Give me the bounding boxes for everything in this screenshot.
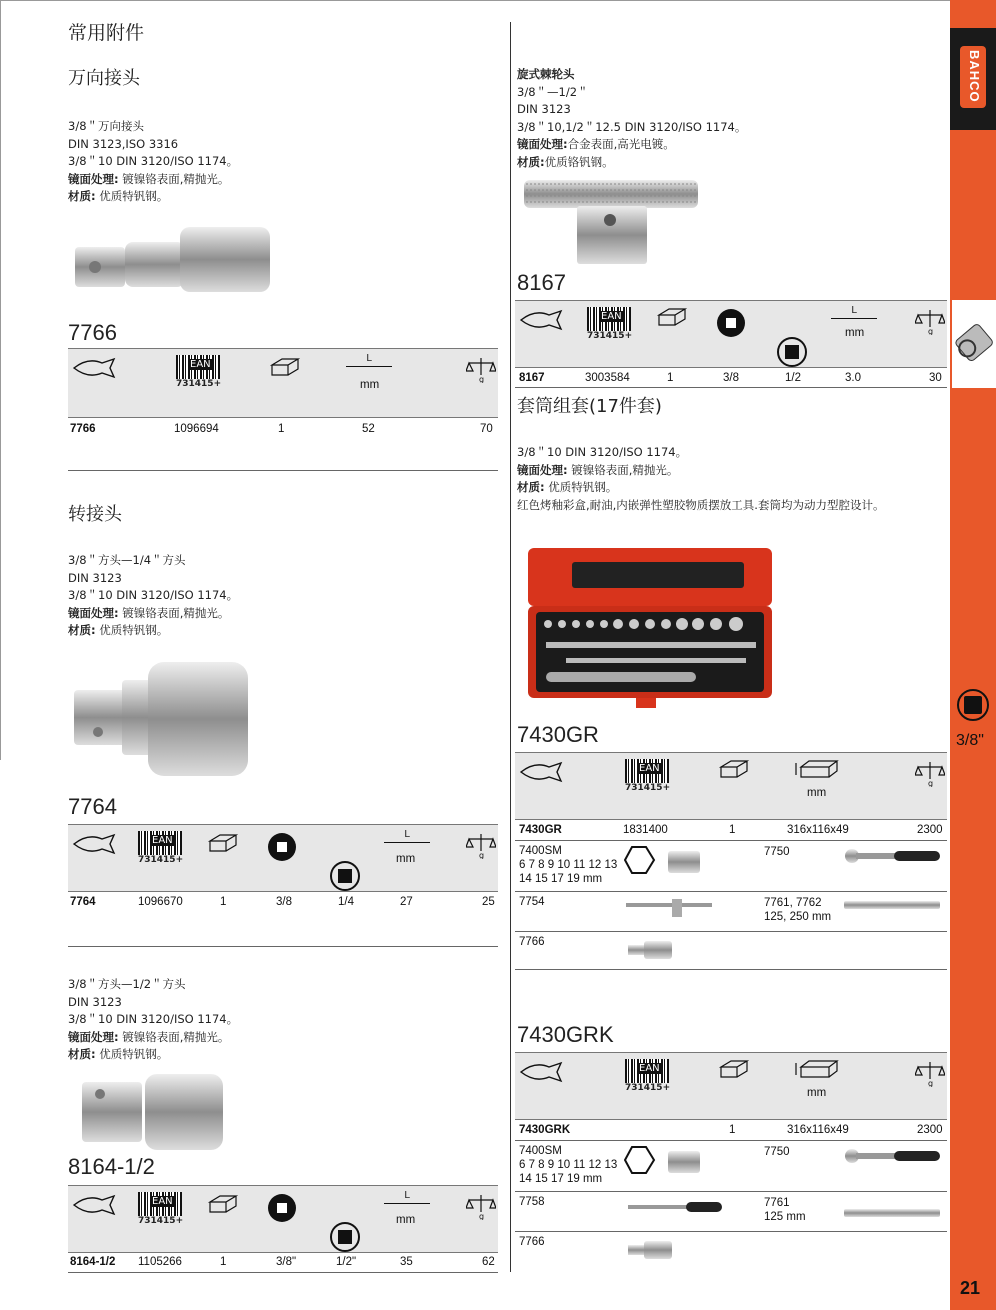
length-label: L	[366, 353, 372, 364]
spec-line: DIN 3123	[68, 570, 122, 585]
scale-icon	[466, 1192, 496, 1220]
socket-image	[624, 1145, 704, 1177]
package-icon	[715, 759, 749, 781]
row-ean: 3003584	[585, 372, 630, 384]
divider	[515, 891, 947, 892]
spinner-specs	[517, 66, 746, 171]
universal-code: 7766	[68, 320, 117, 345]
row-dimensions: 316x116x49	[787, 1124, 849, 1136]
mm-label: mm	[807, 1087, 827, 1099]
square-drive-small-icon	[268, 833, 296, 861]
scale-icon	[466, 355, 496, 383]
adapter2-header-band	[68, 1185, 498, 1253]
universal-specs	[68, 118, 238, 206]
set-content-1	[519, 844, 617, 886]
weight-unit-text: g	[479, 1212, 485, 1220]
divider	[515, 1140, 947, 1141]
ratchet-image	[842, 1146, 942, 1166]
divider	[515, 969, 947, 970]
package-icon	[266, 357, 300, 379]
row-drive: 3/8	[276, 896, 292, 908]
row-drive: 3/8"	[276, 1256, 297, 1268]
finish-label: 镜面处理:	[517, 462, 568, 477]
row-drive-out: 1/4	[338, 896, 354, 908]
length-label: L	[851, 305, 857, 316]
content-sizes: 6 7 8 9 10 11 12 13	[519, 859, 618, 871]
spec-line: 3/8＂10 DIN 3120/ISO 1174。	[68, 154, 239, 168]
divider	[515, 840, 947, 841]
adapter-title: 转接头	[68, 504, 122, 525]
row-code: 7430GRK	[519, 1124, 571, 1136]
spec-line: 3/8＂10,1/2＂12.5 DIN 3120/ISO 1174。	[517, 119, 747, 134]
material-label: 材质:	[68, 189, 96, 203]
content-code: 7400SM	[519, 845, 562, 857]
set-specs	[517, 444, 947, 514]
scale-icon	[915, 759, 945, 787]
extension-bar-image	[842, 1205, 942, 1221]
row-weight: 2300	[917, 1124, 943, 1136]
finish-label: 镜面处理:	[517, 137, 568, 151]
square-drive-small-icon	[717, 309, 745, 337]
ean-text: EAN	[639, 763, 660, 774]
extension-bar-image	[842, 897, 942, 913]
material-value: 优质铬钒钢。	[544, 154, 614, 169]
length-arrow	[831, 318, 877, 319]
socket-set-case-image	[526, 546, 774, 712]
divider	[68, 946, 498, 947]
ean-icon	[625, 1059, 670, 1093]
scale-icon	[466, 831, 496, 859]
bahco-logo	[960, 46, 986, 108]
package-icon	[715, 1059, 749, 1081]
length-arrow	[346, 366, 392, 367]
row-ean: 1105266	[138, 1256, 182, 1268]
finish-label: 镜面处理:	[68, 171, 119, 186]
row-weight: 25	[482, 896, 495, 908]
divider	[515, 931, 947, 932]
finish-value: 镀镍铬表面,精抛光。	[567, 462, 679, 477]
spec-line: 3/8＂10 DIN 3120/ISO 1174。	[68, 1012, 239, 1026]
sidebar	[950, 0, 996, 1310]
content-sizes: 14 15 17 19 mm	[519, 873, 603, 885]
row-weight: 2300	[917, 824, 943, 836]
ean-icon	[587, 307, 632, 341]
ean-number: 731415+	[138, 855, 184, 865]
column-divider	[510, 22, 511, 1272]
ean-number: 731415+	[625, 783, 671, 793]
extension-codes	[764, 896, 831, 924]
ean-icon	[176, 355, 221, 389]
divider	[68, 470, 498, 471]
row-code: 8167	[519, 372, 545, 384]
row-length: 27	[400, 896, 413, 908]
universal-joint-small-image	[626, 1237, 676, 1261]
adapter2-code: 8164-1/2	[68, 1154, 155, 1179]
row-qty: 1	[729, 1124, 736, 1136]
ean-icon	[138, 831, 183, 865]
divider	[515, 1231, 947, 1232]
row-qty: 1	[220, 896, 227, 908]
ratchet-image	[842, 846, 942, 866]
spinner-handle-image	[626, 1198, 724, 1216]
page-number: 21	[960, 1278, 981, 1298]
length-label: L	[404, 1190, 410, 1201]
mm-label: mm	[807, 787, 827, 799]
adapter-specs	[68, 552, 238, 640]
box-dimensions-icon	[793, 1059, 839, 1081]
square-drive-small-icon	[268, 1194, 296, 1222]
row-drive-out: 1/2"	[336, 1256, 357, 1268]
row-code: 7430GR	[519, 824, 562, 836]
spinner-image	[522, 176, 702, 266]
row-code: 8164-1/2	[70, 1256, 116, 1268]
row-drive-out: 1/2	[785, 372, 801, 384]
ean-text: EAN	[639, 1063, 660, 1074]
fish-icon	[72, 1194, 116, 1216]
weight-unit-text: g	[928, 1079, 934, 1087]
box-dimensions-icon	[793, 759, 839, 781]
material-value: 优质特钒钢。	[544, 480, 618, 494]
set-content-2: 7754	[519, 896, 545, 908]
spec-line: 3/8＂10 DIN 3120/ISO 1174。	[68, 588, 239, 602]
brand-text: BAHCO	[967, 50, 982, 103]
content-code: 7400SM	[519, 1145, 562, 1157]
weight-unit-text: g	[479, 851, 485, 859]
square-drive-icon	[957, 689, 989, 721]
length-icon	[346, 353, 392, 367]
spec-line: 3/8＂10 DIN 3120/ISO 1174。	[517, 445, 688, 459]
setk-header-band	[515, 1052, 947, 1120]
ean-text: EAN	[601, 311, 622, 322]
section-title: 常用附件	[68, 22, 145, 44]
row-weight: 62	[482, 1256, 495, 1268]
fish-icon	[519, 761, 563, 783]
length-icon	[384, 1190, 430, 1204]
ratchet-code: 7750	[764, 846, 790, 858]
ratchet-code: 7750	[764, 1146, 790, 1158]
spec-line: 3/8＂—1/2＂	[517, 84, 589, 99]
content-sizes: 125 mm	[764, 1211, 806, 1223]
top-rule	[0, 0, 950, 1]
universal-title: 万向接头	[68, 68, 140, 89]
content-code: 7761	[764, 1197, 790, 1209]
set-content-3: 7766	[519, 936, 545, 948]
row-qty: 1	[667, 372, 674, 384]
ean-icon	[138, 1192, 183, 1226]
material-value: 优质特钒钢。	[95, 623, 169, 637]
spec-line: 3/8＂方头—1/4＂方头	[68, 553, 186, 567]
row-length: 35	[400, 1256, 413, 1268]
fish-icon	[72, 833, 116, 855]
setk-content-3: 7766	[519, 1236, 545, 1248]
spec-line: 3/8＂万向接头	[68, 119, 145, 133]
adapter-code: 7764	[68, 794, 117, 819]
drive-size-label: 3/8"	[956, 732, 984, 749]
material-label: 材质:	[517, 480, 545, 494]
material-value: 优质特钒钢。	[95, 1047, 169, 1061]
mm-label: mm	[360, 379, 380, 391]
content-sizes: 6 7 8 9 10 11 12 13	[519, 1159, 618, 1171]
length-arrow	[384, 1203, 430, 1204]
finish-value: 镀镍铬表面,精抛光。	[118, 605, 230, 620]
spec-line: DIN 3123	[517, 102, 571, 116]
length-label: L	[404, 829, 410, 840]
t-bar-image	[624, 897, 716, 919]
spec-line: 3/8＂方头—1/2＂方头	[68, 977, 186, 991]
square-drive-large-icon	[330, 861, 360, 891]
fish-icon	[519, 1061, 563, 1083]
finish-label: 镜面处理:	[68, 605, 119, 620]
row-code: 7764	[70, 896, 96, 908]
setk-content-2: 7758	[519, 1196, 545, 1208]
row-ean: 1096694	[174, 423, 219, 435]
material-label: 材质:	[517, 154, 545, 169]
ean-number: 731415+	[587, 331, 633, 341]
weight-unit-text: g	[928, 327, 934, 335]
finish-value: 合金表面,高光电镀。	[567, 137, 675, 151]
ean-text: EAN	[190, 359, 211, 370]
material-label: 材质:	[68, 623, 96, 637]
finish-value: 镀镍铬表面,精抛光。	[118, 1029, 230, 1044]
row-qty: 1	[729, 824, 736, 836]
finish-label: 镜面处理:	[68, 1029, 119, 1044]
mm-label: mm	[396, 1214, 416, 1226]
material-value: 优质特钒钢。	[95, 189, 169, 203]
adapter-image	[72, 660, 252, 780]
universal-header-band	[68, 348, 498, 418]
fish-icon	[519, 309, 563, 331]
mm-label: mm	[845, 327, 865, 339]
row-weight: 70	[480, 423, 493, 435]
row-qty: 1	[220, 1256, 227, 1268]
ean-number: 731415+	[176, 379, 222, 389]
content-sizes: 14 15 17 19 mm	[519, 1173, 603, 1185]
row-dimensions: 316x116x49	[787, 824, 849, 836]
weight-unit-text: g	[479, 375, 485, 383]
row-length: 52	[362, 423, 375, 435]
fish-icon	[72, 357, 116, 379]
spinner-header-band	[515, 300, 947, 368]
spinner-code: 8167	[517, 270, 566, 295]
spec-line: DIN 3123	[68, 994, 122, 1009]
set-title: 套筒组套(17件套)	[517, 396, 662, 417]
package-icon	[204, 1194, 238, 1216]
set-header-band	[515, 752, 947, 820]
ean-text: EAN	[152, 1196, 173, 1207]
row-weight: 30	[929, 372, 942, 384]
socket-image	[624, 845, 704, 877]
setk-code: 7430GRK	[517, 1022, 614, 1047]
universal-joint-image	[70, 212, 270, 302]
ean-icon	[625, 759, 670, 793]
adapter-header-band	[68, 824, 498, 892]
row-ean: 1831400	[623, 824, 668, 836]
row-code: 7766	[70, 423, 96, 435]
length-arrow	[384, 842, 430, 843]
socket-thumbnail	[952, 300, 996, 388]
content-code: 7761, 7762	[764, 897, 822, 909]
finish-value: 镀镍铬表面,精抛光。	[118, 171, 230, 186]
left-rule	[0, 0, 1, 760]
socket-thumbnail-image	[952, 300, 996, 388]
brand-block	[950, 28, 996, 130]
divider	[515, 387, 947, 388]
scale-icon	[915, 1059, 945, 1087]
content-sizes: 125, 250 mm	[764, 911, 832, 923]
adapter2-image	[80, 1072, 225, 1152]
divider	[515, 1191, 947, 1192]
set-description: 红色烤釉彩盒,耐油,内嵌弹性塑胶物质摆放工具.套筒均为动力型腔设计。	[517, 497, 885, 512]
universal-joint-small-image	[626, 937, 676, 961]
material-label: 材质:	[68, 1047, 96, 1061]
square-drive-large-icon	[777, 337, 807, 367]
package-icon	[653, 307, 687, 329]
row-length: 3.0	[845, 372, 861, 384]
divider	[68, 1272, 498, 1273]
row-ean: 1096670	[138, 896, 183, 908]
setk-content-1	[519, 1144, 617, 1186]
square-drive-large-icon	[330, 1222, 360, 1252]
adapter2-specs	[68, 976, 238, 1064]
length-icon	[831, 305, 877, 319]
set-code: 7430GR	[517, 722, 599, 747]
extension-codes	[764, 1196, 806, 1224]
scale-icon	[915, 307, 945, 335]
package-icon	[204, 833, 238, 855]
ean-number: 731415+	[138, 1216, 184, 1226]
row-drive: 3/8	[723, 372, 739, 384]
spinner-title: 旋式棘轮头	[517, 67, 575, 81]
spec-line: DIN 3123,ISO 3316	[68, 136, 179, 151]
ean-number: 731415+	[625, 1083, 671, 1093]
weight-unit-text: g	[928, 779, 934, 787]
ean-text: EAN	[152, 835, 173, 846]
row-qty: 1	[278, 423, 285, 435]
length-icon	[384, 829, 430, 843]
mm-label: mm	[396, 853, 416, 865]
